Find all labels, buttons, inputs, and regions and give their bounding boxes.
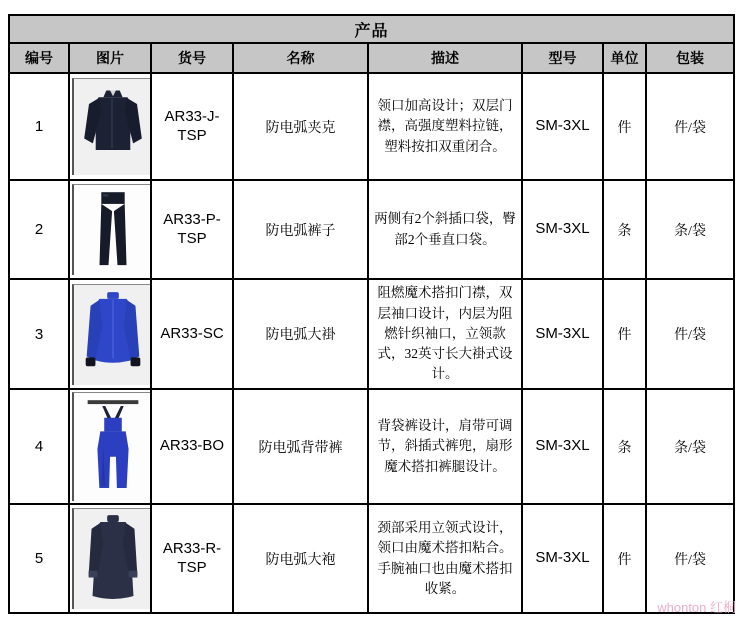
cell-model: SM-3XL — [522, 389, 603, 504]
table-title: 产品 — [9, 15, 734, 43]
watermark-text: whonton 红桐 — [657, 600, 736, 615]
cell-unit: 件 — [603, 504, 646, 613]
cell-number: 3 — [9, 279, 69, 389]
cell-item-no: AR33-P-TSP — [151, 180, 233, 279]
col-header-name: 名称 — [233, 43, 368, 73]
col-header-pack: 包装 — [646, 43, 734, 73]
cell-picture — [69, 504, 151, 613]
cell-model: SM-3XL — [522, 279, 603, 389]
cell-unit: 件 — [603, 73, 646, 180]
cell-picture — [69, 279, 151, 389]
cell-name: 防电弧裤子 — [233, 180, 368, 279]
col-header-model: 型号 — [522, 43, 603, 73]
cell-desc: 背袋裤设计，肩带可调节，斜插式裤兜，扇形魔术搭扣裤腿设计。 — [368, 389, 522, 504]
cell-item-no: AR33-J-TSP — [151, 73, 233, 180]
cell-name: 防电弧大袍 — [233, 504, 368, 613]
cell-desc: 领口加高设计；双层门襟，高强度塑料拉链，塑料按扣双重闭合。 — [368, 73, 522, 180]
cell-number: 5 — [9, 504, 69, 613]
cell-pack: 条/袋 — [646, 389, 734, 504]
cell-unit: 件 — [603, 279, 646, 389]
cell-number: 1 — [9, 73, 69, 180]
cell-model: SM-3XL — [522, 73, 603, 180]
table-row — [9, 389, 734, 504]
cell-pack: 件/袋 — [646, 73, 734, 180]
blue-bib-overalls-photo — [72, 392, 151, 501]
cell-desc: 两侧有2个斜插口袋，臀部2个垂直口袋。 — [368, 180, 522, 279]
cell-model: SM-3XL — [522, 180, 603, 279]
cell-item-no: AR33-SC — [151, 279, 233, 389]
cell-pack: 件/袋 — [646, 279, 734, 389]
table-header-row — [9, 43, 734, 73]
col-header-desc: 描述 — [368, 43, 522, 73]
table-row — [9, 73, 734, 180]
table-title-row — [9, 15, 734, 43]
blue-smock-photo — [72, 284, 151, 385]
cell-pack: 条/袋 — [646, 180, 734, 279]
cell-unit: 条 — [603, 180, 646, 279]
cell-name: 防电弧背带裤 — [233, 389, 368, 504]
cell-picture — [69, 73, 151, 180]
navy-jacket-photo — [72, 78, 151, 175]
cell-picture — [69, 180, 151, 279]
cell-picture — [69, 389, 151, 504]
cell-item-no: AR33-R-TSP — [151, 504, 233, 613]
table-row — [9, 279, 734, 389]
product-table — [8, 14, 735, 614]
navy-pants-photo — [72, 184, 151, 275]
cell-pack: 件/袋 — [646, 504, 734, 613]
navy-robe-photo — [72, 508, 151, 609]
col-header-item-no: 货号 — [151, 43, 233, 73]
cell-unit: 条 — [603, 389, 646, 504]
table-row — [9, 180, 734, 279]
cell-name: 防电弧夹克 — [233, 73, 368, 180]
table-row — [9, 504, 734, 613]
col-header-picture: 图片 — [69, 43, 151, 73]
cell-number: 4 — [9, 389, 69, 504]
cell-number: 2 — [9, 180, 69, 279]
cell-model: SM-3XL — [522, 504, 603, 613]
cell-desc: 颈部采用立领式设计，领口由魔术搭扣粘合。手腕袖口也由魔术搭扣收紧。 — [368, 504, 522, 613]
cell-item-no: AR33-BO — [151, 389, 233, 504]
col-header-number: 编号 — [9, 43, 69, 73]
col-header-unit: 单位 — [603, 43, 646, 73]
cell-desc: 阻燃魔术搭扣门襟，双层袖口设计，内层为阻燃针织袖口，立领款式，32英寸长大褂式设计。 — [368, 279, 522, 389]
cell-name: 防电弧大褂 — [233, 279, 368, 389]
